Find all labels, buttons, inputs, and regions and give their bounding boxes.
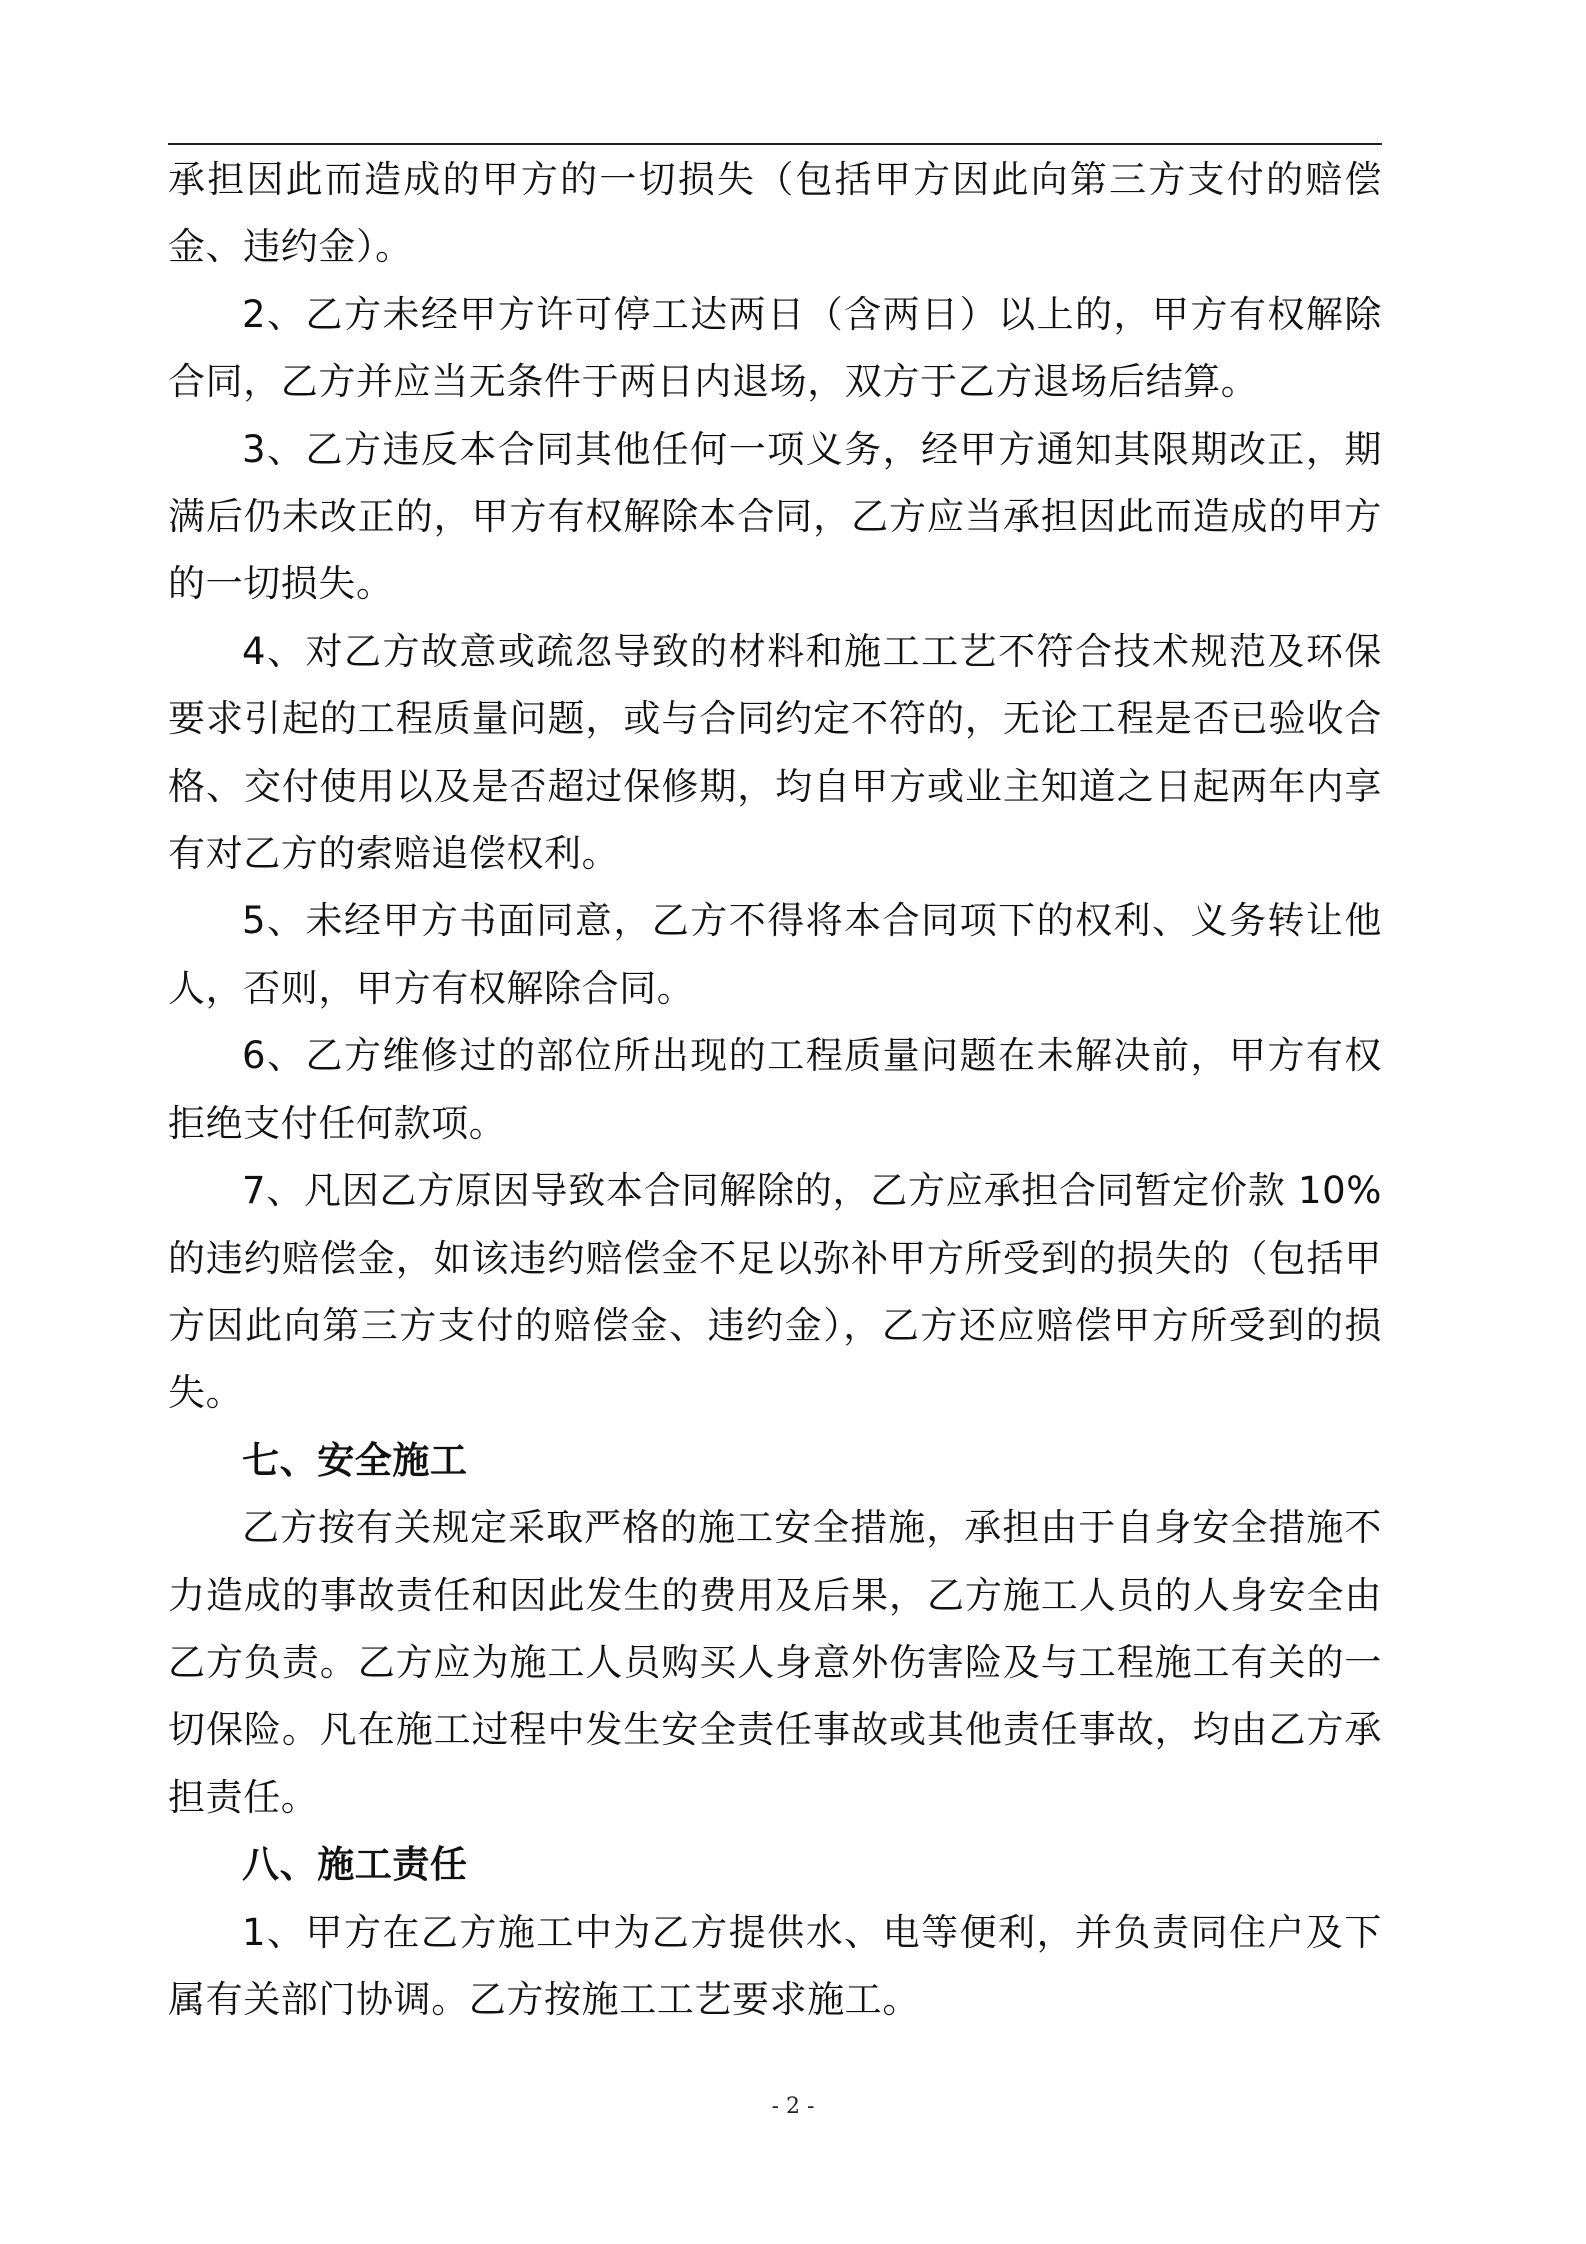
clause-4: 4、对乙方故意或疏忽导致的材料和施工工艺不符合技术规范及环保要求引起的工程质量问题，或与合同约定不符的，无论工程是否已验收合格、交付使用以及是否超过保修期，均自甲方或业主知道之日起两年内享有对乙方的索赔追偿权利。 [168,629,1382,876]
section-heading-safety: 七、安全施工 [242,1438,468,1482]
clause-6: 6、乙方维修过的部位所出现的工程质量问题在未解决前，甲方有权拒绝支付任何款项。 [168,1034,1382,1145]
clause-7: 7、凡因乙方原因导致本合同解除的，乙方应承担合同暂定价款 10%的违约赔偿金，如该违约赔偿金不足以弥补甲方所受到的损失的（包括甲方因此向第三方支付的赔偿金、违约金），乙方还应赔偿甲方所受到的损失。 [168,1169,1382,1415]
document-body [168,146,1382,2033]
paragraph-continuation: 承担因此而造成的甲方的一切损失（包括甲方因此向第三方支付的赔偿金、违约金）。 [168,158,1382,269]
clause-2: 2、乙方未经甲方许可停工达两日（含两日）以上的，甲方有权解除合同，乙方并应当无条件于两日内退场，双方于乙方退场后结算。 [168,292,1382,404]
header-rule [168,143,1382,145]
safety-paragraph: 乙方按有关规定采取严格的施工安全措施，承担由于自身安全措施不力造成的事故责任和因此发生的费用及后果，乙方施工人员的人身安全由乙方负责。乙方应为施工人员购买人身意外伤害险及与工程施工有关的一切保险。凡在施工过程中发生安全责任事故或其他责任事故，均由乙方承担责任。 [168,1506,1382,1819]
page-number: - 2 - [771,2094,815,2119]
clause-3: 3、乙方违反本合同其他任何一项义务，经甲方通知其限期改正，期满后仍未改正的，甲方有权解除本合同，乙方应当承担因此而造成的甲方的一切损失。 [168,427,1382,606]
clause-5: 5、未经甲方书面同意，乙方不得将本合同项下的权利、义务转让他人，否则，甲方有权解除合同。 [168,899,1382,1010]
section-heading-responsibility: 八、施工责任 [242,1843,468,1887]
responsibility-clause-1: 1、甲方在乙方施工中为乙方提供水、电等便利，并负责同住户及下属有关部门协调。乙方按施工工艺要求施工。 [168,1910,1382,2021]
